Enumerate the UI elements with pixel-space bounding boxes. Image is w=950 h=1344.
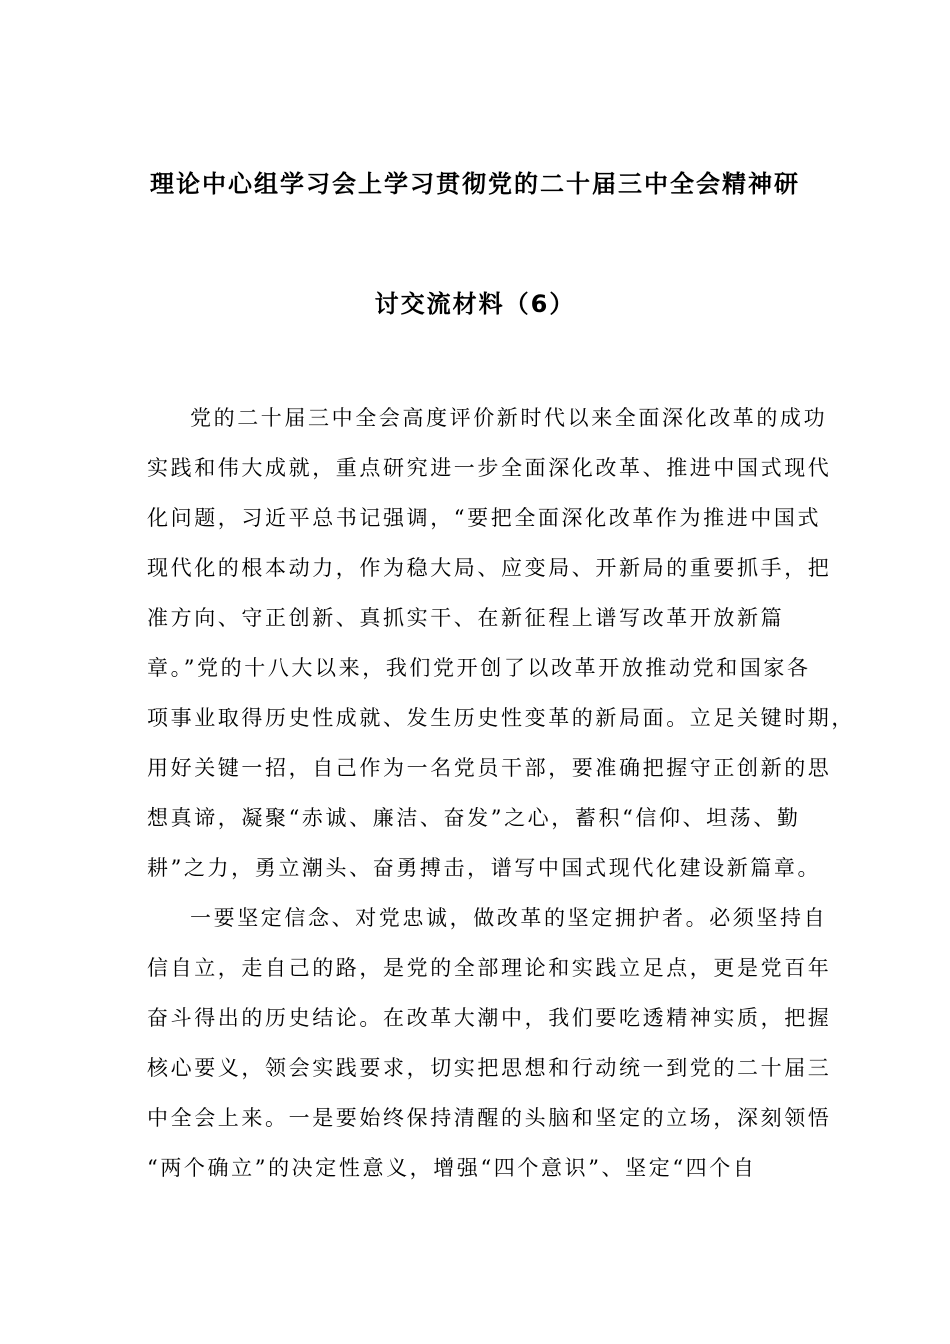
document-title-line-2: 讨交流材料（6） — [374, 290, 576, 318]
paragraph-2-line: 核心要义，领会实践要求，切实把思想和行动统一到党的二十届三 — [147, 1056, 832, 1080]
paragraph-1-line: 准方向、守正创新、真抓实干、在新征程上谱写改革开放新篇 — [147, 606, 785, 630]
paragraph-1-line: 党的二十届三中全会高度评价新时代以来全面深化改革的成功 — [190, 406, 828, 430]
paragraph-1-line: 化问题，习近平总书记强调，“要把全面深化改革作为推进中国式 — [147, 506, 822, 530]
paragraph-2-line: “两个确立”的决定性意义，增强“四个意识”、坚定“四个自 — [147, 1156, 757, 1180]
paragraph-2-line: 中全会上来。一是要始终保持清醒的头脑和坚定的立场，深刻领悟 — [147, 1106, 832, 1130]
paragraph-2-line: 一要坚定信念、对党忠诚，做改革的坚定拥护者。必须坚持自 — [190, 906, 828, 930]
paragraph-1-line: 用好关键一招，自己作为一名党员干部，要准确把握守正创新的思 — [147, 756, 832, 780]
paragraph-1-line: 实践和伟大成就，重点研究进一步全面深化改革、推进中国式现代 — [147, 456, 832, 480]
paragraph-2-line: 奋斗得出的历史结论。在改革大潮中，我们要吃透精神实质，把握 — [147, 1006, 832, 1030]
paragraph-1-line: 章。”党的十八大以来，我们党开创了以改革开放推动党和国家各 — [147, 656, 811, 680]
paragraph-1-line: 想真谛，凝聚“赤诚、廉洁、奋发”之心，蓄积“信仰、坦荡、勤 — [147, 806, 801, 830]
document-title-line-1: 理论中心组学习会上学习贯彻党的二十届三中全会精神研 — [150, 170, 800, 198]
paragraph-2-line: 信自立，走自己的路，是党的全部理论和实践立足点，更是党百年 — [147, 956, 832, 980]
paragraph-1-line: 项事业取得历史性成就、发生历史性变革的新局面。立足关键时期， — [147, 706, 855, 730]
paragraph-1-line: 耕”之力，勇立潮头、奋勇搏击，谱写中国式现代化建设新篇章。 — [147, 856, 822, 880]
paragraph-1-line: 现代化的根本动力，作为稳大局、应变局、开新局的重要抓手，把 — [147, 556, 832, 580]
